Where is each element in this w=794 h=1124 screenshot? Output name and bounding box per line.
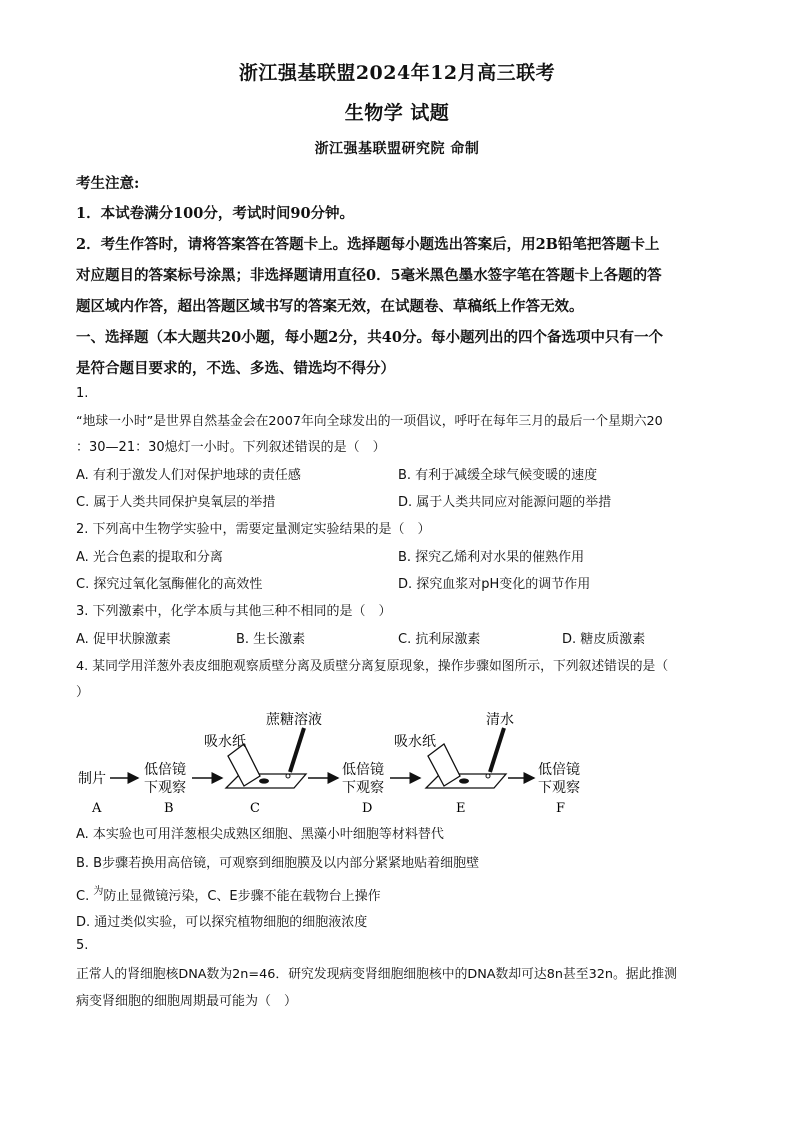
q3-stem: 3. 下列激素中，化学本质与其他三种不相同的是（ ） <box>76 604 392 619</box>
q1-number: 1. <box>76 386 89 401</box>
q2-option-d: D. 探究血浆对pH变化的调节作用 <box>398 577 591 592</box>
section-1-heading-line-1: 一、选择题（本大题共20小题，每小题2分，共40分。每小题列出的四个备选项中只有一个 <box>76 329 663 346</box>
author-line: 浙江强基联盟研究院 命制 <box>314 141 480 157</box>
notice-item-2-line-1: 2．考生作答时，请将答案答在答题卡上。选择题每小题选出答案后，用2B铅笔把答题卡上 <box>76 236 660 253</box>
fig-low3-b: 下观察 <box>538 780 580 796</box>
q3-option-d: D. 糖皮质激素 <box>562 632 646 647</box>
q4-option-c <box>76 882 381 904</box>
q1-option-c: C. 属于人类共同保护臭氧层的举措 <box>76 495 276 510</box>
q3-option-c: C. 抗利尿激素 <box>398 632 481 647</box>
fig-letter-d: D <box>362 801 373 816</box>
notice-item-2-line-3: 题区域内作答，超出答题区域书写的答案无效，在试题卷、草稿纸上作答无效。 <box>76 298 584 315</box>
notice-item-2-line-2: 对应题目的答案标号涂黑；非选择题请用直径0．5毫米黑色墨水签字笔在答题卡上各题的答 <box>76 267 662 284</box>
fig-water-label: 清水 <box>486 712 514 728</box>
q2-option-c: C. 探究过氧化氢酶催化的高效性 <box>76 577 263 592</box>
q4-option-c-sup: 为 <box>93 886 104 897</box>
fig-low2-b: 下观察 <box>342 780 384 796</box>
fig-low1-a: 低倍镜 <box>144 762 186 778</box>
q5-number: 5. <box>76 938 89 953</box>
q3-option-a: A. 促甲状腺激素 <box>76 632 171 647</box>
notice-heading: 考生注意: <box>76 175 140 192</box>
q4-stem-line-2: ） <box>76 685 90 700</box>
exam-title: 浙江强基联盟2024年12月高三联考 <box>238 62 556 84</box>
fig-blot2-label: 吸水纸 <box>394 734 436 750</box>
q1-stem-line-2: ：30—21：30熄灯一小时。下列叙述错误的是（ ） <box>76 440 386 455</box>
q4-option-c-rest: 防止显微镜污染，C、E步骤不能在载物台上操作 <box>103 889 381 904</box>
q5-stem-line-1: 正常人的肾细胞核DNA数为2n=46．研究发现病变肾细胞细胞核中的DNA数却可达8n甚至32n。据此推测 <box>76 967 677 982</box>
fig-slide-e <box>426 728 506 788</box>
q4-option-a: A. 本实验也可用洋葱根尖成熟区细胞、黑藻小叶细胞等材料替代 <box>76 827 444 842</box>
q2-option-a: A. 光合色素的提取和分离 <box>76 550 223 565</box>
fig-letter-c: C <box>250 801 260 816</box>
fig-low2-a: 低倍镜 <box>342 762 384 778</box>
q1-option-b: B. 有利于减缓全球气候变暖的速度 <box>398 468 598 483</box>
section-1-heading-line-2: 是符合题目要求的，不选、多选、错选均不得分） <box>76 360 395 377</box>
fig-letter-a: A <box>92 801 102 816</box>
fig-low3-a: 低倍镜 <box>538 762 580 778</box>
q2-stem: 2. 下列高中生物学实验中，需要定量测定实验结果的是（ ） <box>76 522 431 537</box>
q1-option-d: D. 属于人类共同应对能源问题的举措 <box>398 495 612 510</box>
plasmolysis-procedure-figure <box>76 706 616 818</box>
fig-sucrose-label: 蔗糖溶液 <box>266 712 322 728</box>
q1-option-a: A. 有利于激发人们对保护地球的责任感 <box>76 468 301 483</box>
q4-option-b: B. B步骤若换用高倍镜，可观察到细胞膜及以内部分紧紧地贴着细胞壁 <box>76 856 480 871</box>
q4-option-c-prefix: C. <box>76 889 94 904</box>
q5-stem-line-2: 病变肾细胞的细胞周期最可能为（ ） <box>76 994 298 1009</box>
q4-option-d: D. 通过类似实验，可以探究植物细胞的细胞液浓度 <box>76 915 368 930</box>
q3-option-b: B. 生长激素 <box>236 632 306 647</box>
fig-letter-e: E <box>456 801 466 816</box>
q2-option-b: B. 探究乙烯利对水果的催熟作用 <box>398 550 585 565</box>
fig-letter-b: B <box>164 801 174 816</box>
fig-blot1-label: 吸水纸 <box>204 734 246 750</box>
fig-low1-b: 下观察 <box>144 780 186 796</box>
fig-step-start: 制片 <box>78 771 106 787</box>
fig-letter-f: F <box>556 801 566 816</box>
q4-stem-line-1: 4. 某同学用洋葱外表皮细胞观察质壁分离及质壁分离复原现象，操作步骤如图所示，下列叙述错误的是（ <box>76 659 669 674</box>
notice-item-1: 1．本试卷满分100分，考试时间90分钟。 <box>76 205 355 222</box>
q1-stem-line-1: “地球一小时”是世界自然基金会在2007年向全球发出的一项倡议，呼吁在每年三月的最后一个星期六20 <box>76 414 663 429</box>
subject-title: 生物学 试题 <box>344 102 450 124</box>
